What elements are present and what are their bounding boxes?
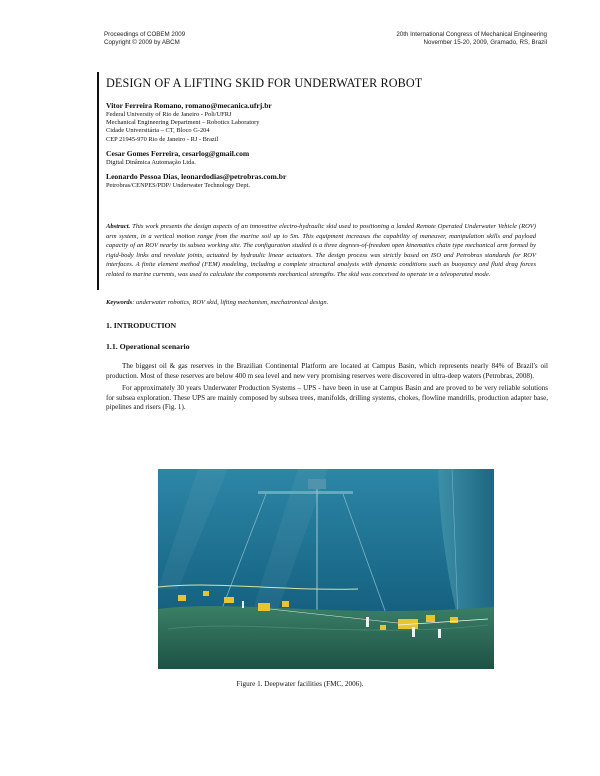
paper-title: DESIGN OF A LIFTING SKID FOR UNDERWATER ROBOT (106, 76, 423, 90)
author-block (106, 149, 526, 167)
author-list (106, 101, 526, 195)
author-name: Leonardo Pessoa Dias, leonardodias@petrobras.com.br (106, 172, 287, 182)
author-name: Cesar Gomes Ferreira, cesarlog@gmail.com (106, 148, 250, 158)
surface-platform (258, 491, 353, 494)
underwater-scene-illustration (158, 469, 494, 669)
author-block (106, 101, 526, 144)
author-block (106, 172, 526, 190)
affiliation-line: CEP 21945-970 Rio de Janeiro - RJ - Brazil (106, 135, 219, 143)
abstract (106, 222, 536, 279)
proceedings-line: Proceedings of COBEM 2009 (104, 31, 186, 38)
date-location-line: November 15-20, 2009, Gramado, RS, Brazil (423, 39, 547, 46)
running-header-left (104, 31, 185, 47)
affiliation-line: Digital Dinâmica Automação Ltda. (106, 158, 196, 166)
affiliation-line: Cidade Universitária – CT, Bloco G-204 (106, 127, 210, 135)
figure-caption: Figure 1. Deepwater facilities (FMC, 2006). (236, 680, 364, 688)
abstract-label: Abstract. (106, 223, 131, 230)
paragraph: The biggest oil & gas reserves in the Brazilian Continental Platform are located at Campus Basin, which represents nearly 84% of Brazil's oil production. Most of these reserves are below 400 m sea level and new very promising reserves were discovered in ultra-deep waters (Petrobras, 2008). (106, 362, 548, 380)
body-text (106, 362, 548, 416)
copyright-line: Copyright © 2009 by ABCM (104, 39, 180, 46)
affiliation-line: Federal University of Rio de Janeiro - Poli/UFRJ (106, 111, 232, 118)
section-heading: 1. INTRODUCTION (106, 321, 177, 330)
platform-deck (308, 479, 326, 489)
affiliation-line: Mechanical Engineering Department – Robotics Laboratory (106, 119, 260, 127)
keywords (106, 299, 536, 306)
keywords-label: Keywords (106, 299, 133, 306)
running-header-right (396, 31, 547, 47)
seabed (158, 606, 494, 669)
subsection-heading: 1.1. Operational scenario (106, 342, 190, 351)
keywords-text: : underwater robotics, ROV skid, lifting mechanism, mechatronical design. (132, 299, 329, 306)
affiliation-line: Petrobras/CENPES/PDP/ Underwater Technology Dept. (106, 182, 250, 190)
deepwater-facilities-figure (158, 469, 494, 669)
paragraph: For approximately 30 years Underwater Production Systems – UPS - have been in use at Campus Basin and are proved to be very reliable solutions for subsea exploration. These UPS are mainly composed by subsea trees, manifolds, drilling systems, chokes, flowline mandrills, production adapter base, pipelines and risers (Fig. 1). (106, 384, 548, 412)
congress-line: 20th International Congress of Mechanical Engineering (396, 31, 547, 38)
title-side-rule (97, 72, 99, 290)
abstract-text: This work presents the design aspects of an innovative electro-hydraulic skid used to positioning a landed Remote Operated Underwater Vehicle (ROV) arm system, in a vertical motion range from the marine soil up to 5m. This equipment increases the capability of maneuver, manipulation skills and payload capacity of an ROV nearby its subsea working site. The configuration studied is a three degrees-of-freedom open kinematics chain type mechanical arm formed by rigid-body links and revolute joints, actuated by hydraulic linear actuators. The design process was strictly based on ISO and Petrobras standards for ROV interfaces. A finite element method (FEM) modeling, including a complete structural analysis with dynamic conditions such as buoyancy and fluid drag forces related to marine currents, was used to calculate the components mechanical strengths. The skid was conceived to operate in a teleoperated mode. (106, 223, 536, 278)
author-name: Vitor Ferreira Romano, romano@mecanica.ufrj.br (106, 101, 272, 110)
